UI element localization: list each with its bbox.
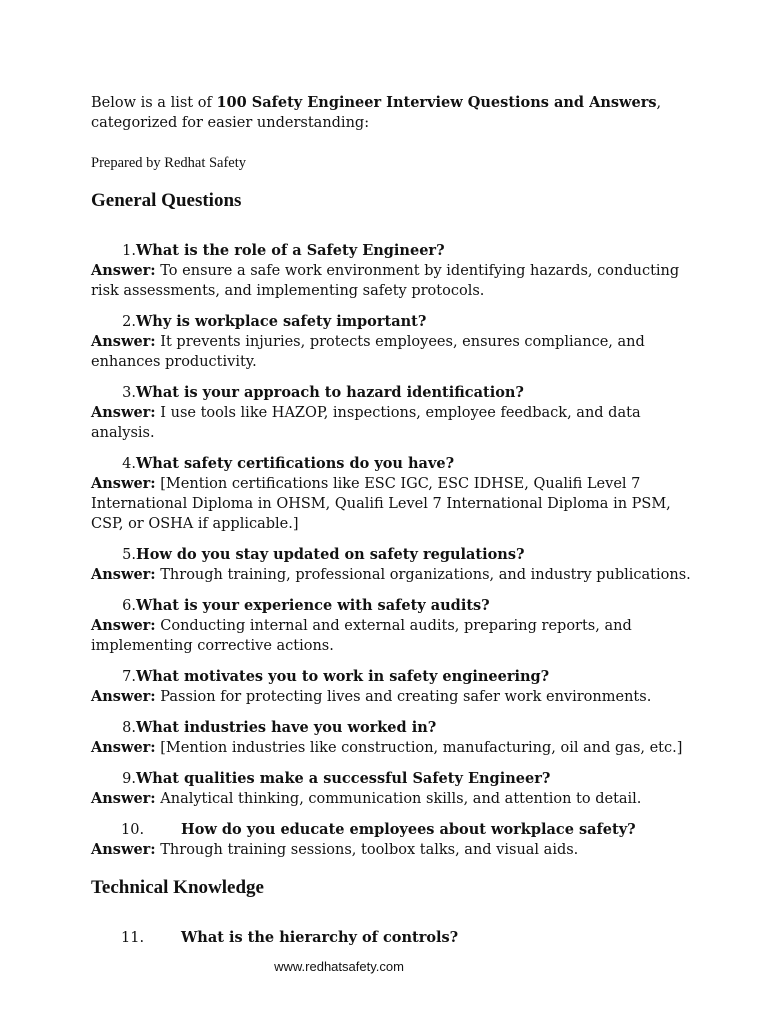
answer xyxy=(91,738,691,758)
question-text: How do you stay updated on safety regulations? xyxy=(136,546,525,563)
technical-questions-list xyxy=(91,928,691,948)
intro-paragraph xyxy=(91,93,691,133)
list-item xyxy=(91,241,691,301)
question-text: What is your approach to hazard identification? xyxy=(136,384,524,401)
answer-label: Answer: xyxy=(91,566,156,583)
answer-text: [Mention industries like construction, manufacturing, oil and gas, etc.] xyxy=(155,740,683,756)
answer-label: Answer: xyxy=(91,841,156,858)
answer xyxy=(91,403,691,443)
answer-text: It prevents injuries, protects employees, ensures compliance, and enhances productivity. xyxy=(91,334,645,370)
answer-label: Answer: xyxy=(91,475,156,492)
question xyxy=(91,667,691,687)
question xyxy=(91,928,691,948)
list-item xyxy=(91,596,691,656)
question xyxy=(91,241,691,261)
question-number: 7. xyxy=(122,669,136,685)
question-text: What motivates you to work in safety engineering? xyxy=(136,668,550,685)
question xyxy=(91,312,691,332)
question-text: What is the hierarchy of controls? xyxy=(181,929,459,946)
answer-label: Answer: xyxy=(91,262,156,279)
question-number: 5. xyxy=(122,547,136,563)
answer xyxy=(91,616,691,656)
question xyxy=(91,383,691,403)
question-number: 8. xyxy=(122,720,136,736)
question xyxy=(91,718,691,738)
answer-text: Conducting internal and external audits, preparing reports, and implementing corrective actions. xyxy=(91,618,632,654)
answer-label: Answer: xyxy=(91,404,156,421)
list-item xyxy=(91,718,691,758)
intro-suffix: , xyxy=(656,95,662,111)
question-number: 9. xyxy=(122,771,136,787)
general-questions-list xyxy=(91,241,691,860)
question-text: What is the role of a Safety Engineer? xyxy=(136,242,445,259)
list-item xyxy=(91,820,691,860)
list-item xyxy=(91,312,691,372)
question-number: 2. xyxy=(122,314,136,330)
answer-label: Answer: xyxy=(91,739,156,756)
question-number: 4. xyxy=(122,456,136,472)
answer-label: Answer: xyxy=(91,688,156,705)
answer-label: Answer: xyxy=(91,333,156,350)
question xyxy=(91,769,691,789)
list-item xyxy=(91,667,691,707)
question-text: What industries have you worked in? xyxy=(136,719,437,736)
question xyxy=(91,820,691,840)
footer-url-text: www.redhatsafety.com xyxy=(274,959,404,974)
question-number: 6. xyxy=(122,598,136,614)
prepared-by: Prepared by Redhat Safety xyxy=(91,155,247,171)
list-item xyxy=(91,928,691,948)
intro-line2: categorized for easier understanding: xyxy=(91,115,370,131)
question-text: Why is workplace safety important? xyxy=(136,313,427,330)
footer-url xyxy=(0,959,768,974)
answer-text: I use tools like HAZOP, inspections, employee feedback, and data analysis. xyxy=(91,405,641,441)
section-title-technical: Technical Knowledge xyxy=(91,877,264,898)
list-item xyxy=(91,769,691,809)
list-item xyxy=(91,545,691,585)
question xyxy=(91,545,691,565)
question xyxy=(91,454,691,474)
answer-text: Analytical thinking, communication skills, and attention to detail. xyxy=(155,791,642,807)
list-item xyxy=(91,454,691,534)
question-text: How do you educate employees about workplace safety? xyxy=(181,821,636,838)
intro-bold: 100 Safety Engineer Interview Questions and Answers xyxy=(216,94,657,111)
answer xyxy=(91,687,691,707)
answer-text: Through training, professional organizations, and industry publications. xyxy=(155,567,691,583)
answer-label: Answer: xyxy=(91,790,156,807)
answer xyxy=(91,565,691,585)
question-number: 3. xyxy=(122,385,136,401)
answer-text: Passion for protecting lives and creating safer work environments. xyxy=(155,689,652,705)
answer xyxy=(91,261,691,301)
question-number: 10. xyxy=(121,822,145,838)
answer-text: To ensure a safe work environment by identifying hazards, conducting risk assessments, and implementing safety protocols. xyxy=(91,263,680,299)
answer-text: [Mention certifications like ESC IGC, ESC IDHSE, Qualifi Level 7 International Diploma in OHSM, Qualifi Level 7 International Diploma in PSM, CSP, or OSHA if applicable.] xyxy=(91,476,671,532)
document-page xyxy=(91,93,691,948)
answer-label: Answer: xyxy=(91,617,156,634)
answer xyxy=(91,840,691,860)
answer xyxy=(91,789,691,809)
answer xyxy=(91,474,691,534)
question-number: 11. xyxy=(121,930,145,946)
question-text: What qualities make a successful Safety Engineer? xyxy=(136,770,551,787)
question xyxy=(91,596,691,616)
answer-text: Through training sessions, toolbox talks, and visual aids. xyxy=(155,842,579,858)
question-number: 1. xyxy=(122,243,136,259)
answer xyxy=(91,332,691,372)
list-item xyxy=(91,383,691,443)
intro-prefix: Below is a list of xyxy=(91,95,217,111)
question-text: What is your experience with safety audits? xyxy=(136,597,490,614)
section-title-general: General Questions xyxy=(91,190,242,211)
question-text: What safety certifications do you have? xyxy=(136,455,455,472)
